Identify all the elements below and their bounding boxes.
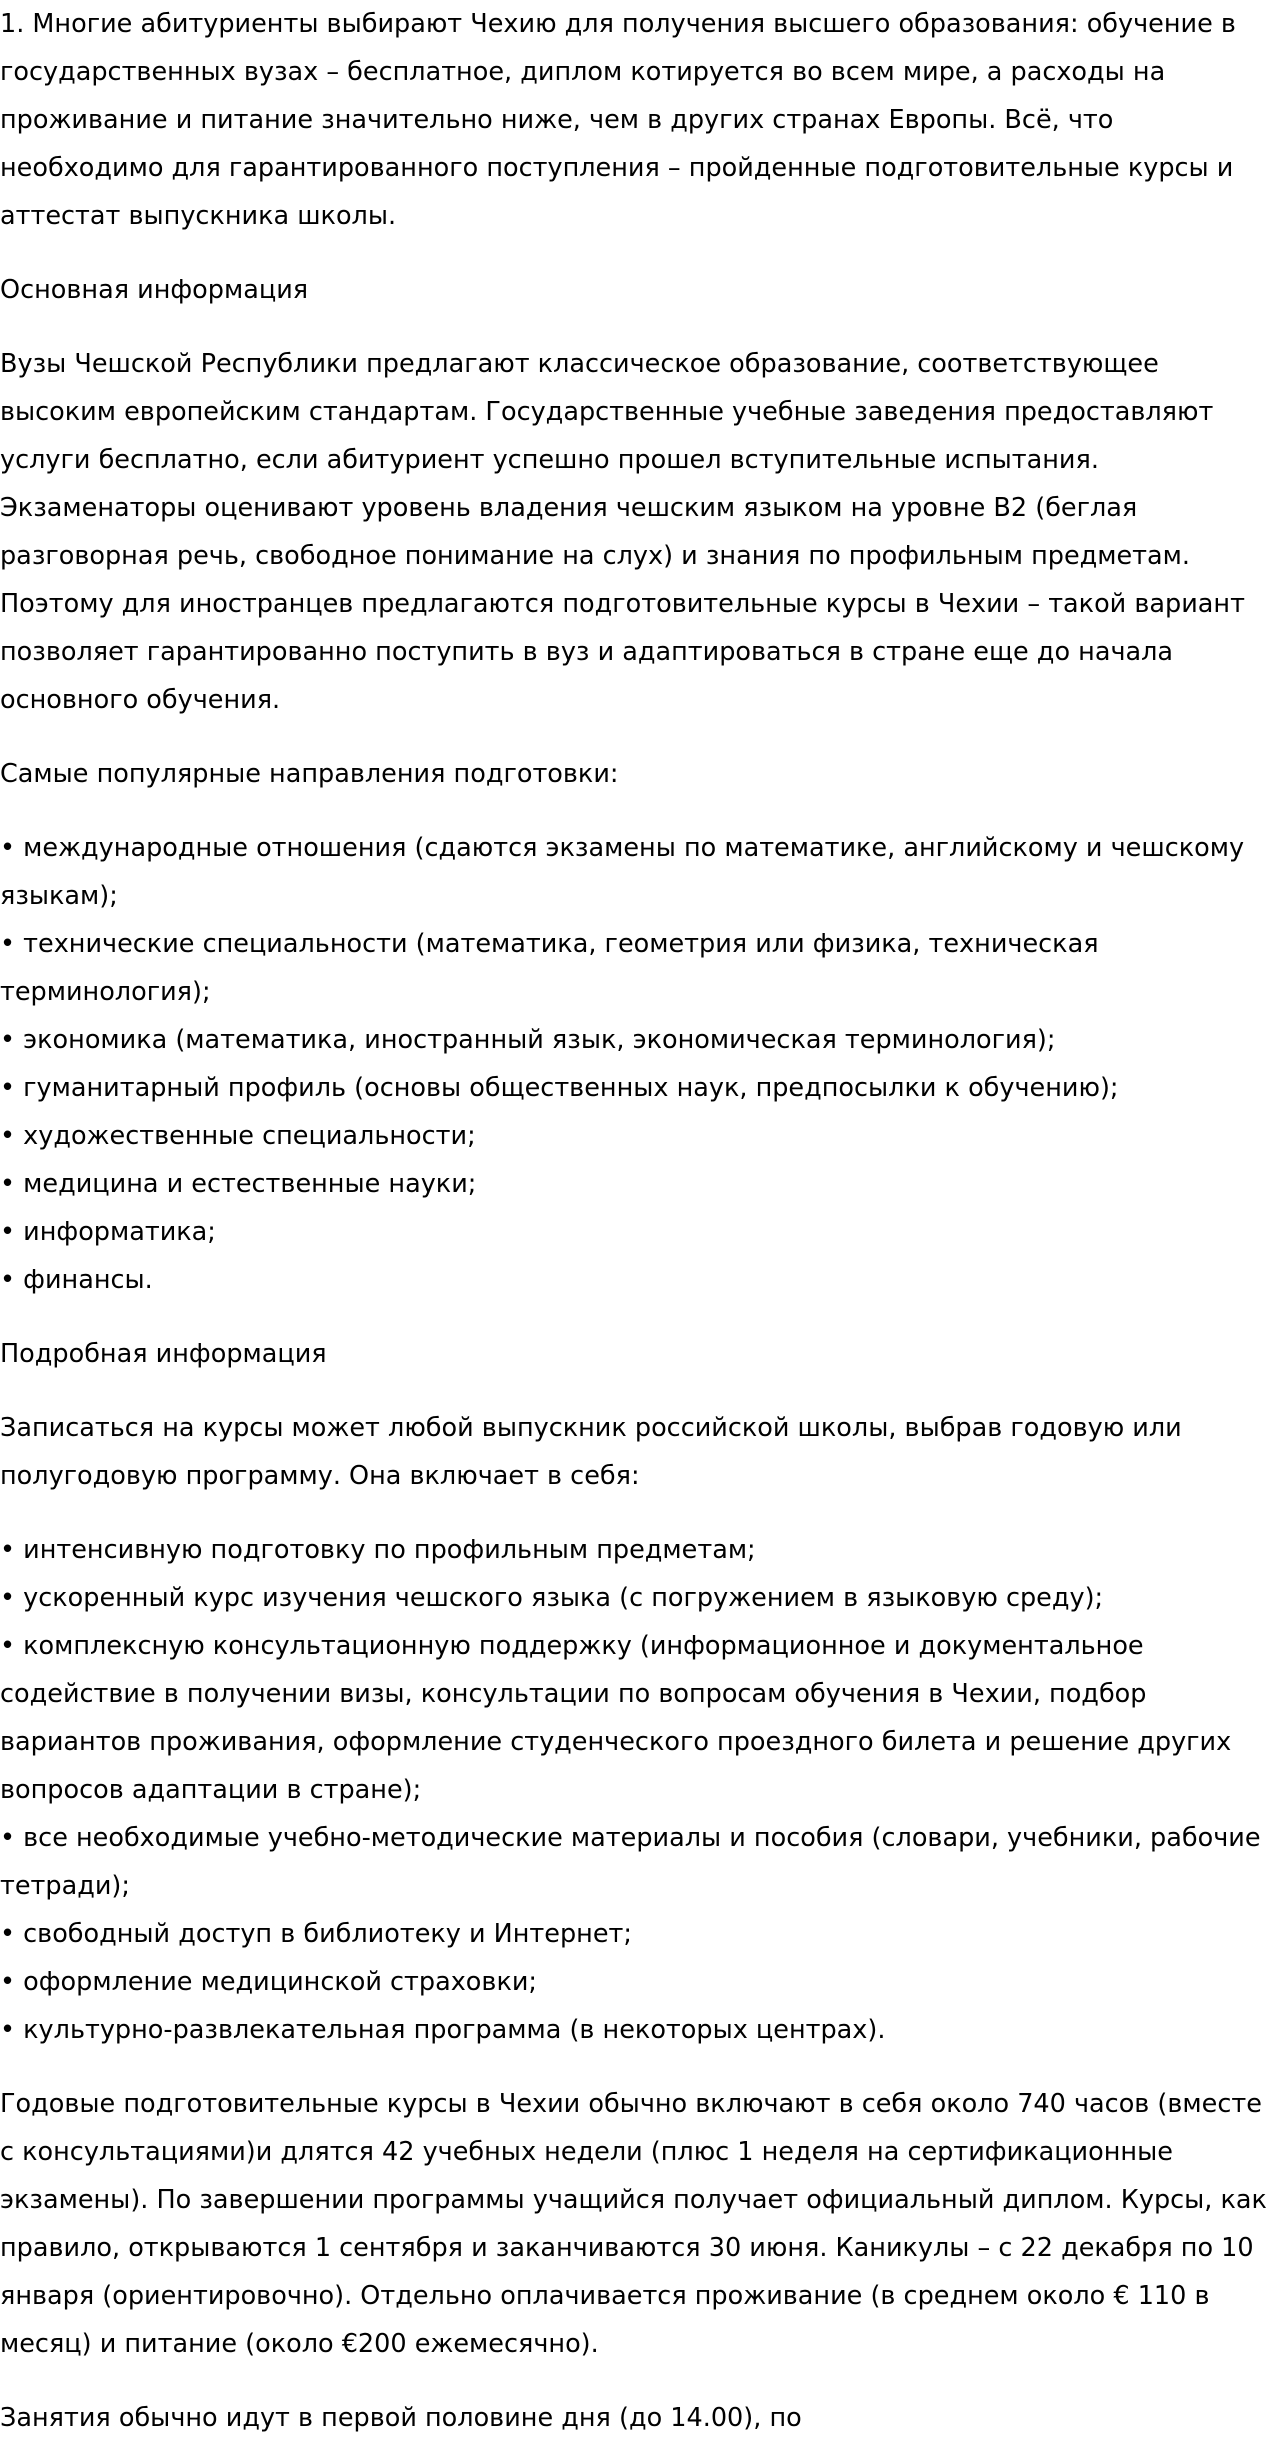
program-includes-list xyxy=(0,1526,1270,2054)
list-item: • экономика (математика, иностранный язык, экономическая терминология); xyxy=(0,1025,1056,1055)
popular-directions-list xyxy=(0,824,1270,1304)
heading-basic-info: Основная информация xyxy=(0,275,309,305)
list-item: • интенсивную подготовку по профильным предметам; xyxy=(0,1535,756,1565)
list-item: • комплексную консультационную поддержку (информационное и документальное содействие в получении визы, консультации по вопросам обучения в Чехии, подбор вариантов проживания, оформление студенческого проездного билета и решение других вопросов адаптации в стране); xyxy=(0,1631,1232,1805)
list-item: • ускоренный курс изучения чешского языка (с погружением в языковую среду); xyxy=(0,1583,1104,1613)
list-item: • культурно-развлекательная программа (в некоторых центрах). xyxy=(0,2015,886,2045)
list-item: • все необходимые учебно-методические материалы и пособия (словари, учебники, рабочие тетради); xyxy=(0,1823,1261,1901)
heading-detailed-info: Подробная информация xyxy=(0,1339,327,1369)
list-item: • свободный доступ в библиотеку и Интернет; xyxy=(0,1919,632,1949)
list-item: • финансы. xyxy=(0,1265,153,1295)
popular-directions-heading: Самые популярные направления подготовки: xyxy=(0,759,619,789)
list-item: • международные отношения (сдаются экзамены по математике, английскому и чешскому языкам); xyxy=(0,833,1245,911)
list-item: • гуманитарный профиль (основы общественных наук, предпосылки к обучению); xyxy=(0,1073,1119,1103)
list-item: • медицина и естественные науки; xyxy=(0,1169,477,1199)
basic-info-paragraph: Вузы Чешской Республики предлагают классическое образование, соответствующее высоким европейским стандартам. Государственные учебные заведения предоставляют услуги бесплатно, если абитуриент успешно прошел вступительные испытания. Экзаменаторы оценивают уровень владения чешским языком на уровне B2 (беглая разговорная речь, свободное понимание на слух) и знания по профильным предметам. Поэтому для иностранцев предлагаются подготовительные курсы в Чехии – такой вариант позволяет гарантированно поступить в вуз и адаптироваться в стране еще до начала основного обучения. xyxy=(0,349,1245,715)
list-item: • художественные специальности; xyxy=(0,1121,476,1151)
annual-courses-paragraph: Годовые подготовительные курсы в Чехии обычно включают в себя около 740 часов (вместе с консультациями)и длятся 42 учебных недели (плюс 1 неделя на сертификационные экзамены). По завершении программы учащийся получает официальный диплом. Курсы, как правило, открываются 1 сентября и заканчиваются 30 июня. Каникулы – с 22 декабря по 10 января (ориентировочно). Отдельно оплачивается проживание (в среднем около € 110 в месяц) и питание (около €200 ежемесячно). xyxy=(0,2089,1267,2359)
list-item: • технические специальности (математика, геометрия или физика, техническая терминология); xyxy=(0,929,1099,1007)
list-item: • оформление медицинской страховки; xyxy=(0,1967,538,1997)
schedule-paragraph: Занятия обычно идут в первой половине дня (до 14.00), по xyxy=(0,2403,802,2433)
intro-paragraph: 1. Многие абитуриенты выбирают Чехию для получения высшего образования: обучение в государственных вузах – бесплатное, диплом котируется во всем мире, а расходы на проживание и питание значительно ниже, чем в других странах Европы. Всё, что необходимо для гарантированного поступления – пройденные подготовительные курсы и аттестат выпускника школы. xyxy=(0,9,1236,231)
list-item: • информатика; xyxy=(0,1217,216,1247)
detailed-info-paragraph: Записаться на курсы может любой выпускник российской школы, выбрав годовую или полугодовую программу. Она включает в себя: xyxy=(0,1413,1182,1491)
